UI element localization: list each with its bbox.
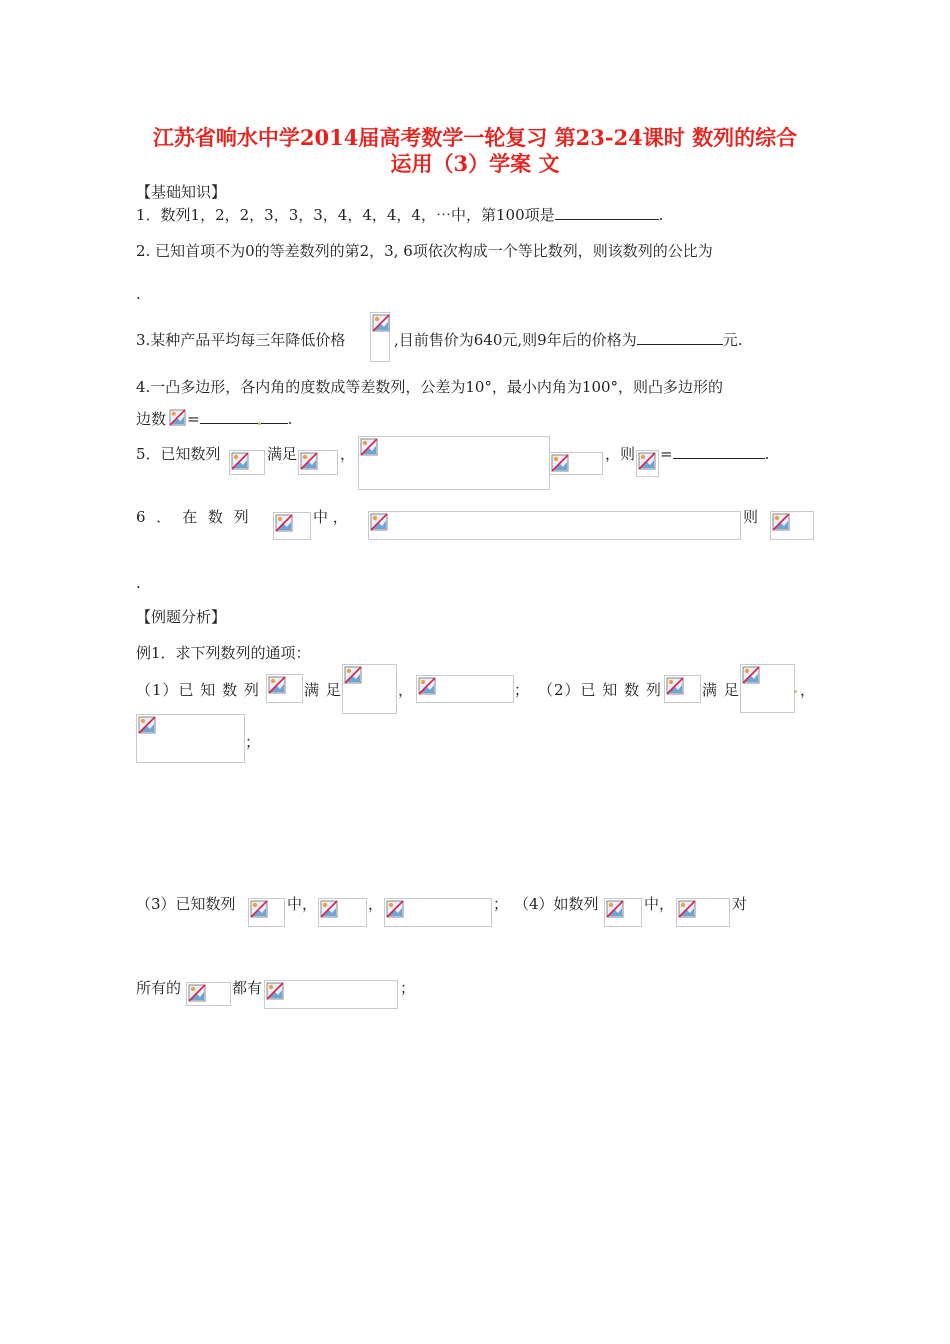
example-1-part1-c: ， xyxy=(398,681,414,699)
formula-image xyxy=(264,980,398,1009)
broken-image-icon xyxy=(606,900,624,918)
artifact-dot xyxy=(794,690,797,693)
example-1-heading: 例1．求下列数列的通项： xyxy=(136,644,311,662)
example-1-part3-b: 中， xyxy=(287,895,318,913)
formula-image xyxy=(298,450,338,475)
broken-image-icon xyxy=(344,666,362,684)
broken-image-icon xyxy=(772,513,790,531)
section-heading-examples: 【例题分析】 xyxy=(136,608,227,626)
formula-image xyxy=(266,674,303,703)
example-1-part5-end: ； xyxy=(400,979,416,997)
section-heading-basic: 【基础知识】 xyxy=(136,183,227,201)
example-1-part2-a: （2）已 知 数 列 xyxy=(538,681,662,699)
question-3-end: 元. xyxy=(722,331,743,349)
question-5-c: ， xyxy=(340,445,356,463)
question-1-end: . xyxy=(658,206,664,224)
formula-image xyxy=(273,512,311,540)
broken-image-icon xyxy=(250,900,268,918)
example-1-part3-a: （3）已知数列 xyxy=(136,895,236,913)
question-6-a: 6 ． 在 数 列 xyxy=(136,508,249,526)
example-1-part3-d: ； xyxy=(493,895,509,913)
formula-image xyxy=(604,898,642,927)
example-1-part2-b: 满 足 xyxy=(702,681,740,699)
broken-image-icon xyxy=(372,314,390,332)
example-1-part4-a: （4）如数列 xyxy=(514,895,599,913)
broken-image-icon xyxy=(551,454,569,472)
example-1-part1-a: （1）已 知 数 列 xyxy=(136,681,260,699)
broken-image-icon xyxy=(742,666,760,684)
example-1-part1-b: 满 足 xyxy=(304,681,342,699)
example-1-part5-b: 都有 xyxy=(232,979,263,997)
question-5-a: 5．已知数列 xyxy=(136,445,221,463)
example-1-part5-a: 所有的 xyxy=(136,979,182,997)
broken-image-icon xyxy=(666,677,684,695)
question-2-end: . xyxy=(136,285,141,303)
formula-image xyxy=(770,511,814,540)
artifact-dot xyxy=(258,422,261,425)
question-4-end: . xyxy=(287,410,293,428)
formula-image xyxy=(342,664,397,714)
question-1-text: 1．数列1，2，2，3，3，3，4，4，4，4，⋯中，第100项是 xyxy=(136,206,555,224)
question-4-line2-a: 边数 xyxy=(136,410,167,428)
formula-image xyxy=(229,450,265,475)
broken-image-icon xyxy=(418,677,436,695)
broken-image-icon xyxy=(266,982,284,1000)
question-1 xyxy=(136,205,663,225)
formula-image xyxy=(368,511,741,540)
answer-blank xyxy=(673,444,765,459)
question-5-b: 满足 xyxy=(267,445,298,463)
question-5-end: . xyxy=(764,445,770,463)
question-3-line xyxy=(394,330,743,350)
formula-image xyxy=(740,664,795,713)
answer-blank xyxy=(200,409,288,424)
formula-image xyxy=(169,409,186,426)
formula-image xyxy=(248,898,285,927)
formula-image xyxy=(664,675,701,703)
question-6-b: 中 ， xyxy=(313,508,348,526)
example-1-part3-c: ， xyxy=(368,895,384,913)
formula-image xyxy=(676,898,730,927)
question-6-c: 则 xyxy=(743,508,759,526)
broken-image-icon xyxy=(300,452,318,470)
question-5-line xyxy=(660,444,769,464)
formula-image xyxy=(136,714,245,763)
document-title-line2: 运用（3）学案 文 xyxy=(390,151,560,176)
question-4-line2 xyxy=(187,409,292,429)
answer-blank xyxy=(555,205,659,220)
formula-image xyxy=(186,982,231,1006)
broken-image-icon xyxy=(320,900,338,918)
broken-image-icon xyxy=(386,900,404,918)
formula-image xyxy=(358,436,550,490)
question-6-end: . xyxy=(136,574,141,592)
formula-image xyxy=(549,452,603,475)
broken-image-icon xyxy=(268,676,286,694)
broken-image-icon xyxy=(638,452,656,470)
formula-image xyxy=(370,312,390,362)
formula-image xyxy=(318,898,367,927)
formula-image xyxy=(416,675,514,703)
broken-image-icon xyxy=(231,452,249,470)
broken-image-icon xyxy=(188,984,206,1002)
question-5-d: ，则 xyxy=(605,445,636,463)
example-1-part4-b: 中， xyxy=(644,895,675,913)
question-3-text-a: 3.某种产品平均每三年降低价格 xyxy=(136,331,346,349)
broken-image-icon xyxy=(275,514,293,532)
formula-image xyxy=(384,898,492,927)
example-1-part2-c: ， xyxy=(800,681,816,699)
example-1-part2-end: ； xyxy=(245,733,261,751)
document-title-line1: 江苏省响水中学2014届高考数学一轮复习 第23-24课时 数列的综合 xyxy=(152,125,798,150)
question-4-equals: = xyxy=(187,410,200,428)
question-3-text-b: ,目前售价为640元,则9年后的价格为 xyxy=(394,331,637,349)
broken-image-icon xyxy=(138,716,156,734)
formula-image xyxy=(636,450,659,477)
answer-blank xyxy=(637,330,723,345)
example-1-part4-c: 对 xyxy=(732,895,748,913)
question-2-text: 2. 已知首项不为0的等差数列的第2，3, 6项依次构成一个等比数列，则该数列的公比为 xyxy=(136,242,713,260)
broken-image-icon xyxy=(169,409,186,426)
broken-image-icon xyxy=(360,438,378,456)
example-1-part1-d: ； xyxy=(514,681,530,699)
broken-image-icon xyxy=(370,513,388,531)
question-5-equals: = xyxy=(660,445,673,463)
question-4-line1: 4.一凸多边形，各内角的度数成等差数列，公差为10°，最小内角为100°，则凸多边形的 xyxy=(136,378,724,396)
broken-image-icon xyxy=(678,900,696,918)
